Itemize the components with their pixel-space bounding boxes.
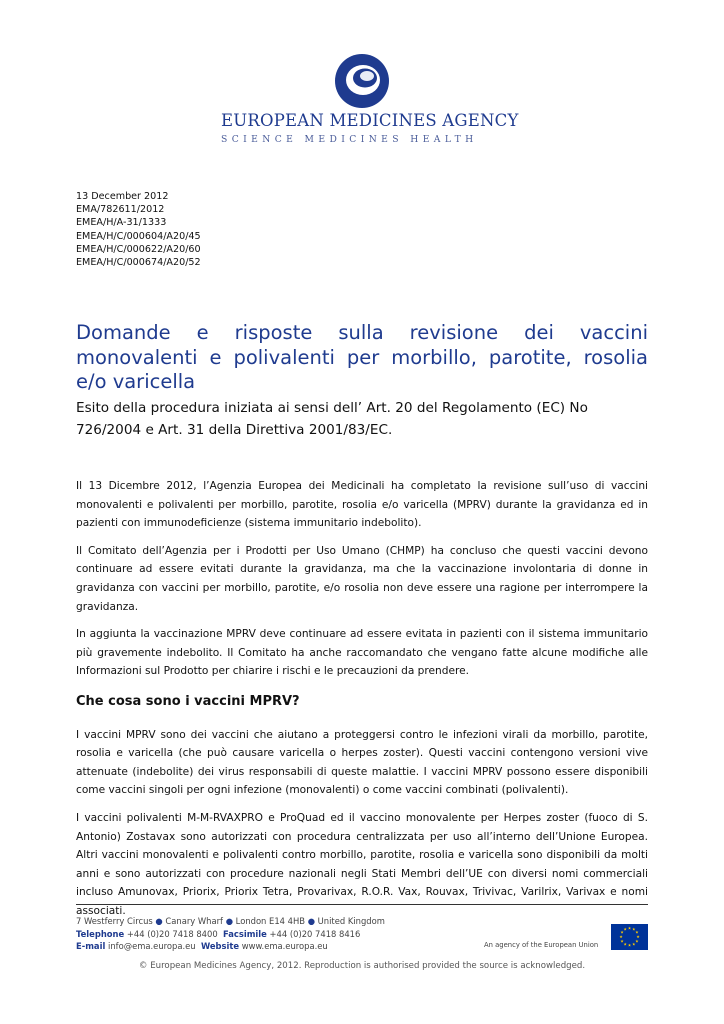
copyright-notice: © European Medicines Agency, 2012. Reproduction is authorised provided the source is acknowledged. <box>138 961 586 971</box>
facsimile-value: +44 (0)20 7418 8416 <box>269 928 361 939</box>
document-references <box>76 190 201 269</box>
email-label: E-mail <box>76 941 106 952</box>
reference-number: EMEA/H/A-31/1333 <box>76 217 167 229</box>
svg-text:★: ★ <box>619 934 623 939</box>
website-link[interactable]: www.ema.europa.eu <box>241 941 328 952</box>
svg-text:★: ★ <box>627 925 632 931</box>
reference-number: EMEA/H/C/000622/A20/60 <box>76 243 201 255</box>
page-footer <box>76 915 385 953</box>
bullet-icon: ● <box>307 916 315 926</box>
body-paragraph: I vaccini MPRV sono dei vaccini che aiutano a proteggersi contro le infezioni virali da morbillo, parotite, rosolia e varicella (che può causare varicella o herpes zoster). Questi vaccini contengono versioni vive attenuate (indebolite) dei virus responsabili di queste malattie. I vaccini MPRV possono essere disponibili come vaccini singoli per ogni infezione (monovalenti) o come vaccini combinati (polivalenti). <box>76 728 648 797</box>
reference-number: EMA/782611/2012 <box>76 204 165 216</box>
agency-tagline: SCIENCE MEDICINES HEALTH <box>221 134 478 145</box>
footer-address <box>76 915 385 928</box>
svg-text:★: ★ <box>627 942 632 948</box>
svg-text:★: ★ <box>635 929 639 935</box>
bullet-icon: ● <box>225 916 233 926</box>
ema-logo-icon <box>332 53 392 109</box>
svg-text:★: ★ <box>635 938 639 944</box>
eu-agency-caption: An agency of the European Union <box>484 941 599 949</box>
svg-text:★: ★ <box>620 929 624 935</box>
section-heading: Che cosa sono i vaccini MPRV? <box>76 693 300 709</box>
agency-name: EUROPEAN MEDICINES AGENCY <box>221 111 519 130</box>
address-line: London E14 4HB <box>235 916 306 926</box>
footer-divider <box>76 904 648 905</box>
website-label: Website <box>200 941 240 952</box>
document-date: 13 December 2012 <box>76 191 169 202</box>
document-subtitle: Esito della procedura iniziata ai sensi dell’ Art. 20 del Regolamento (EC) No 726/2004 e Art. 31 della Direttiva 2001/83/EC. <box>76 400 588 438</box>
document-title: Domande e risposte sulla revisione dei vaccini monovalenti e polivalenti per morbillo, parotite, rosolia e/o varicella <box>76 321 648 393</box>
reference-number: EMEA/H/C/000604/A20/45 <box>76 230 201 242</box>
email-link[interactable]: info@ema.europa.eu <box>108 941 196 952</box>
svg-text:★: ★ <box>623 941 627 947</box>
body-paragraph: In aggiunta la vaccinazione MPRV deve continuare ad essere evitata in pazienti con il sistema immunitario più gravemente indebolito. Il Comitato ha anche raccomandato che vengano fatte alcune modifiche alle Informazioni sul Prodotto per chiarire i rischi e le precauzioni da prendere. <box>76 628 648 678</box>
telephone-value: +44 (0)20 7418 8400 <box>126 928 218 939</box>
address-line: Canary Wharf <box>165 916 224 926</box>
address-line: 7 Westferry Circus <box>76 916 153 926</box>
svg-text:★: ★ <box>620 938 624 944</box>
facsimile-label: Facsimile <box>223 928 267 939</box>
footer-phone-line <box>76 928 385 941</box>
svg-text:★: ★ <box>636 934 640 939</box>
svg-text:★: ★ <box>632 941 636 947</box>
page-header <box>0 48 724 158</box>
svg-text:★: ★ <box>632 926 636 932</box>
telephone-label: Telephone <box>76 928 125 939</box>
reference-number: EMEA/H/C/000674/A20/52 <box>76 257 201 269</box>
document-body <box>76 477 648 929</box>
svg-text:★: ★ <box>623 926 627 932</box>
footer-contact-line <box>76 940 385 953</box>
address-line: United Kingdom <box>317 916 385 926</box>
eu-flag-icon <box>611 924 648 950</box>
body-paragraph: I vaccini polivalenti M-M-RVAXPRO e ProQuad ed il vaccino monovalente per Herpes zoster (fuoco di S. Antonio) Zostavax sono autorizzati con procedura centralizzata per uso all’interno dell’Unione Europea. Altri vaccini monovalenti e polivalenti contro morbillo, parotite, rosolia e varicella sono disponibili da molti anni e sono autorizzati con procedure nazionali negli Stati Membri dell’UE con diversi nomi commerciali incluso Amunovax, Priorix, Priorix Tetra, Provarivax, R.O.R. Vax, Rouvax, Trivivac, Varilrix, Varivax e nomi associati. <box>76 811 648 917</box>
body-paragraph: Il Comitato dell’Agenzia per i Prodotti per Uso Umano (CHMP) ha concluso che questi vaccini devono continuare ad essere evitati durante la gravidanza, ma che la vaccinazione involontaria di donne in gravidanza con vaccini per morbillo, parotite, e/o rosolia non deve essere una ragione per interrompere la gravidanza. <box>76 544 648 613</box>
body-paragraph: Il 13 Dicembre 2012, l’Agenzia Europea dei Medicinali ha completato la revisione sull’uso di vaccini monovalenti e polivalenti per morbillo, parotite, rosolia e/o varicella (MPRV) durante la gravidanza ed in pazienti con immunodeficienze (sistema immunitario indebolito). <box>76 480 648 530</box>
bullet-icon: ● <box>155 916 163 926</box>
